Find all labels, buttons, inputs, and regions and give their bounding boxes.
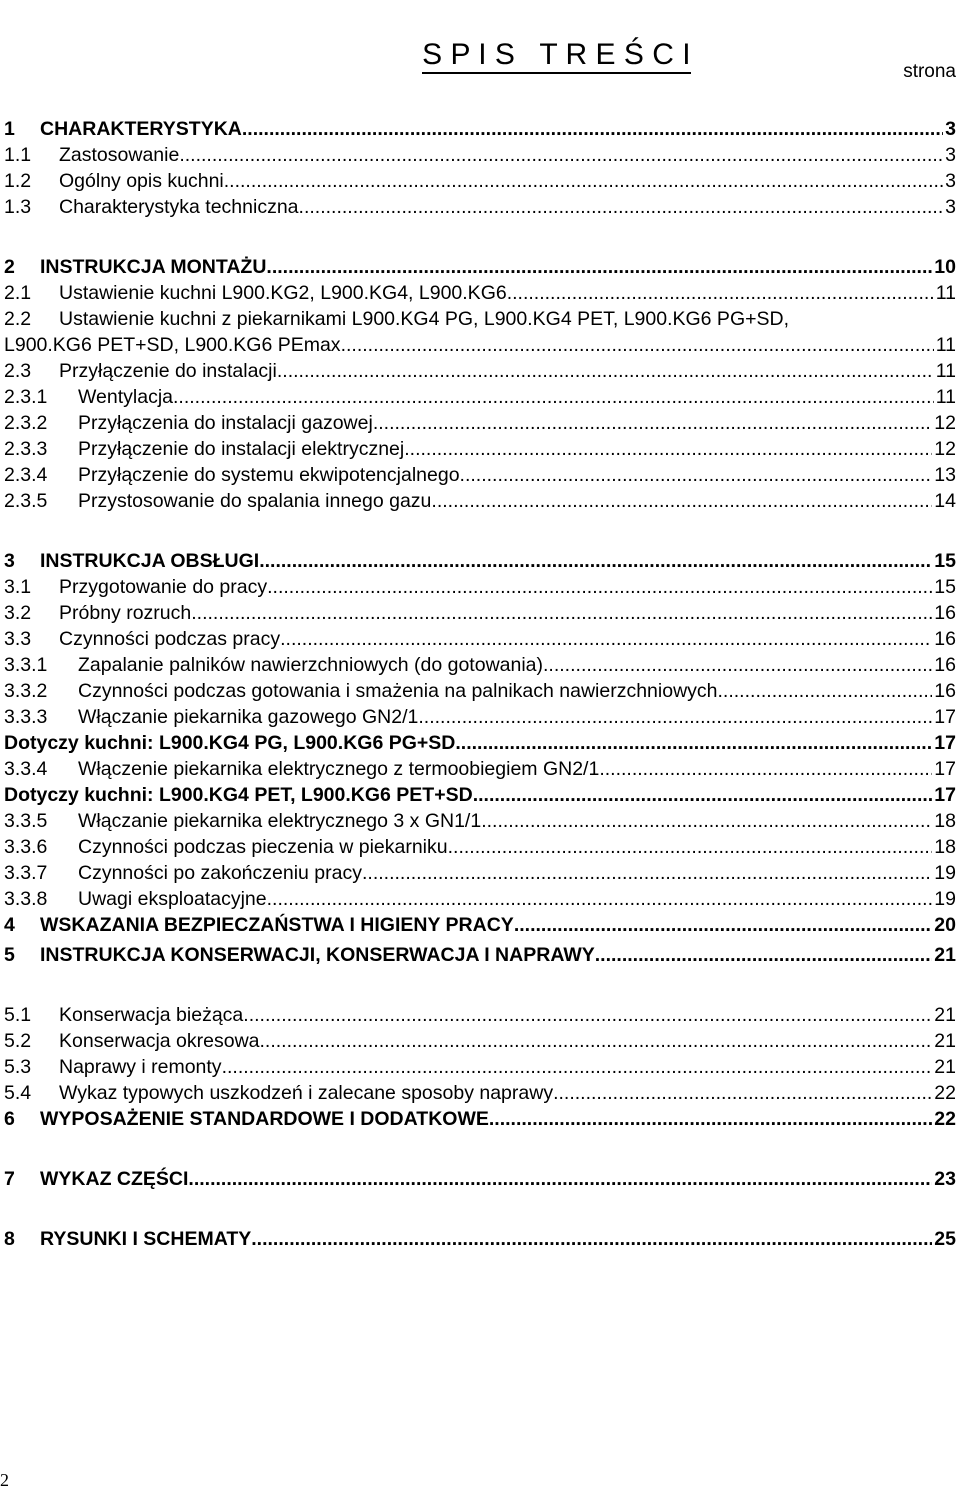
toc-leader-dots (224, 170, 943, 193)
toc-entry-label: WSKAZANIA BEZPIECZAŃSTWA I HIGIENY PRACY (40, 914, 514, 936)
toc-entry-number: 1.3 (4, 196, 32, 218)
toc-entry-page: 17 (934, 732, 956, 754)
toc-entry-page: 13 (934, 464, 956, 486)
toc-entry[interactable] (4, 412, 956, 438)
toc-leader-dots (242, 118, 943, 141)
toc-entry-number: 1 (4, 118, 15, 140)
footer-page-number: 2 (0, 1470, 9, 1490)
toc-leader-dots (718, 680, 933, 703)
toc-leader-dots (431, 490, 932, 513)
toc-entry-page: 16 (934, 602, 956, 624)
page-title-text: S P I S T R E Ś C I (422, 38, 690, 74)
toc-entry-page: 16 (934, 654, 956, 676)
toc-entry-page: 15 (934, 576, 956, 598)
toc-entry[interactable] (4, 256, 956, 282)
toc-entry-label: Czynności podczas pieczenia w piekarniku (78, 836, 448, 858)
toc-leader-dots (267, 888, 933, 911)
toc-entry-label: INSTRUKCJA OBSŁUGI (40, 550, 260, 572)
toc-entry[interactable] (4, 888, 956, 914)
toc-entry-label-cont: L900.KG6 PET+SD, L900.KG6 PEmax (4, 334, 341, 356)
toc-entry[interactable] (4, 784, 956, 810)
toc-entry-label: Naprawy i remonty (59, 1056, 222, 1078)
toc-entry-page: 12 (934, 412, 956, 434)
toc-entry-page: 11 (935, 334, 956, 356)
toc-leader-dots (514, 914, 932, 937)
toc-entry-number: 2.3.1 (4, 386, 48, 408)
toc-entry-number: 3.3.3 (4, 706, 48, 728)
toc-entry-page: 11 (935, 282, 956, 304)
toc-entry[interactable] (4, 628, 956, 654)
toc-entry-page: 16 (934, 628, 956, 650)
toc-entry-page: 17 (934, 784, 956, 806)
toc-entry-label: Włączanie piekarnika elektrycznego 3 x GN1/1 (78, 810, 482, 832)
toc-entry-label: Przyłączenie do instalacji (59, 360, 277, 382)
toc-entry[interactable] (4, 1228, 956, 1254)
toc-entry-label: Przygotowanie do pracy (59, 576, 268, 598)
toc-entry[interactable] (4, 308, 956, 334)
toc-entry[interactable] (4, 144, 956, 170)
toc-entry-page: 22 (934, 1082, 956, 1104)
toc-leader-dots (188, 1168, 932, 1191)
toc-entry[interactable] (4, 550, 956, 576)
toc-leader-dots (280, 628, 932, 651)
toc-leader-dots (489, 1108, 932, 1131)
toc-leader-dots (185, 144, 943, 167)
toc-leader-dots (191, 602, 932, 625)
toc-entry-label: Dotyczy kuchni: L900.KG4 PET, L900.KG6 PET+SD (4, 784, 473, 806)
toc-entry-page: 20 (934, 914, 956, 936)
toc-entry-label: INSTRUKCJA MONTAŻU (40, 256, 267, 278)
toc-entry-number: 3.1 (4, 576, 32, 598)
toc-leader-dots (267, 576, 932, 599)
toc-leader-dots (448, 836, 933, 859)
toc-leader-dots (460, 464, 933, 487)
toc-entry[interactable] (4, 490, 956, 516)
toc-entry[interactable] (4, 680, 956, 706)
toc-entry-number: 2.2 (4, 308, 32, 330)
toc-entry-number: 5.3 (4, 1056, 32, 1078)
toc-leader-dots (595, 944, 933, 967)
toc-entry-page: 17 (934, 706, 956, 728)
toc-entry-page: 22 (934, 1108, 956, 1130)
toc-entry-number: 3.3 (4, 628, 32, 650)
toc-entry-label: Czynności po zakończeniu pracy (78, 862, 362, 884)
toc-entry[interactable] (4, 836, 956, 862)
toc-entry[interactable] (4, 1082, 956, 1108)
toc-entry-label: Próbny rozruch (59, 602, 192, 624)
toc-entry[interactable] (4, 706, 956, 732)
toc-entry[interactable] (4, 1108, 956, 1134)
toc-leader-dots (455, 732, 932, 755)
toc-leader-dots (404, 438, 932, 461)
toc-entry-label: Przyłączenie do instalacji elektrycznej (78, 438, 405, 460)
toc-entry-page: 21 (934, 1004, 956, 1026)
toc-entry-label: WYPOSAŻENIE STANDARDOWE I DODATKOWE (40, 1108, 489, 1130)
toc-leader-dots (599, 758, 932, 781)
toc-entry-number: 4 (4, 914, 15, 936)
toc-leader-dots (481, 810, 932, 833)
toc-entry-page: 21 (934, 1030, 956, 1052)
toc-entry-page: 12 (934, 438, 956, 460)
toc-entry[interactable] (4, 914, 956, 940)
toc-leader-dots (362, 862, 932, 885)
toc-leader-dots (259, 550, 932, 573)
toc-entry-number: 2 (4, 256, 15, 278)
toc-entry[interactable] (4, 732, 956, 758)
toc-entry-number: 2.3.2 (4, 412, 48, 434)
toc-entry[interactable] (4, 944, 956, 970)
page-column-label: strona (903, 61, 956, 82)
toc-entry[interactable] (4, 360, 956, 386)
toc-entry-number: 3.3.1 (4, 654, 48, 676)
toc-entry-label: Zastosowanie. (59, 144, 185, 166)
toc-entry-label: Przystosowanie do spalania innego gazu (78, 490, 432, 512)
toc-entry-label: RYSUNKI I SCHEMATY (40, 1228, 252, 1250)
toc-entry-number: 5 (4, 944, 15, 966)
toc-entry-label: Przyłączenia do instalacji gazowej (78, 412, 373, 434)
toc-entry-number: 3.3.6 (4, 836, 48, 858)
toc-entry[interactable] (4, 464, 956, 490)
toc-leader-dots (418, 706, 932, 729)
toc-entry-page: 19 (934, 862, 956, 884)
toc-entry-number: 5.4 (4, 1082, 32, 1104)
page-title (0, 4, 960, 72)
toc-entry-label: Dotyczy kuchni: L900.KG4 PG, L900.KG6 PG+SD (4, 732, 456, 754)
toc-entry-label: Ogólny opis kuchni (59, 170, 224, 192)
toc-entry-number: 3.2 (4, 602, 32, 624)
toc-entry-number: 3.3.4 (4, 758, 48, 780)
toc-entry-number: 6 (4, 1108, 15, 1130)
toc-entry-number: 3.3.7 (4, 862, 48, 884)
toc-entry-label: CHARAKTERYSTYKA (40, 118, 242, 140)
toc-entry[interactable] (4, 654, 956, 680)
toc-entry-page: 21 (934, 1056, 956, 1078)
toc-leader-dots (243, 1004, 932, 1027)
toc-leader-dots (543, 654, 932, 677)
toc-entry-label: Czynności podczas pracy (59, 628, 281, 650)
toc-entry-label: Ustawienie kuchni z piekarnikami L900.KG4 PG, L900.KG4 PET, L900.KG6 PG+SD, (59, 308, 790, 330)
toc-entry[interactable] (4, 1168, 956, 1194)
toc-entry[interactable] (4, 1056, 956, 1082)
toc-entry[interactable] (4, 282, 956, 308)
toc-entry-number: 7 (4, 1168, 15, 1190)
toc-entry-page: 25 (934, 1228, 956, 1250)
toc-leader-dots (553, 1082, 932, 1105)
toc-entry-number: 3.3.5 (4, 810, 48, 832)
toc-leader-dots (341, 334, 934, 357)
toc-entry-label: Konserwacja bieżąca (59, 1004, 244, 1026)
toc-leader-dots (260, 1030, 933, 1053)
toc-entry-number: 8 (4, 1228, 15, 1250)
toc-entry-number: 3 (4, 550, 15, 572)
toc-leader-dots (222, 1056, 933, 1079)
toc-entry-page: 11 (935, 386, 956, 408)
toc-entry-label: Czynności podczas gotowania i smażenia na palnikach nawierzchniowych (78, 680, 718, 702)
toc-entry-page: 11 (935, 360, 956, 382)
toc-entry-number: 3.3.8 (4, 888, 48, 910)
toc-entry-page: 15 (934, 550, 956, 572)
toc-leader-dots (373, 412, 932, 435)
toc-entry-label: WYKAZ CZĘŚCI (40, 1168, 189, 1190)
toc-entry-number: 1.1 (4, 144, 32, 166)
toc-entry[interactable] (4, 1004, 956, 1030)
toc-entry[interactable] (4, 862, 956, 888)
toc-entry-page: 3 (945, 118, 956, 140)
toc-entry-number: 2.1 (4, 282, 32, 304)
toc-entry-page: 21 (934, 944, 956, 966)
toc-entry-label: INSTRUKCJA KONSERWACJI, KONSERWACJA I NAPRAWY (40, 944, 595, 966)
toc-entry-label: Wentylacja (78, 386, 174, 408)
toc-entry-page: 3 (945, 170, 956, 192)
toc-entry-label: Charakterystyka techniczna (59, 196, 299, 218)
toc-entry-continuation[interactable] (4, 334, 956, 360)
toc-entry-label: Włączenie piekarnika elektrycznego z termoobiegiem GN2/1 (78, 758, 600, 780)
toc-entry[interactable] (4, 196, 956, 222)
toc-entry-label: Wykaz typowych uszkodzeń i zalecane sposoby naprawy (59, 1082, 554, 1104)
toc-entry-number: 5.1 (4, 1004, 32, 1026)
toc-leader-dots (473, 784, 933, 807)
toc-entry-page: 23 (934, 1168, 956, 1190)
toc-entry-page: 10 (934, 256, 956, 278)
toc-entry[interactable] (4, 170, 956, 196)
toc-leader-dots (251, 1228, 932, 1251)
toc-entry-label: Konserwacja okresowa (59, 1030, 260, 1052)
toc-entry-number: 3.3.2 (4, 680, 48, 702)
toc-leader-dots (173, 386, 934, 409)
toc-entry-page: 19 (934, 888, 956, 910)
toc-entry-page: 14 (934, 490, 956, 512)
toc-entry-page: 3 (945, 144, 956, 166)
toc-entry-page: 16 (934, 680, 956, 702)
toc-leader-dots (512, 282, 934, 305)
toc-entry-number: 2.3.5 (4, 490, 48, 512)
toc-entry-number: 2.3.4 (4, 464, 48, 486)
toc-entry[interactable] (4, 576, 956, 602)
toc-entry-label: Ustawienie kuchni L900.KG2, L900.KG4, L900.KG6. (59, 282, 513, 304)
toc-entry-page: 18 (934, 810, 956, 832)
toc-entry-number: 5.2 (4, 1030, 32, 1052)
toc-leader-dots (299, 196, 944, 219)
toc-entry-number: 1.2 (4, 170, 32, 192)
toc-entry-page: 3 (945, 196, 956, 218)
toc-entry-page: 17 (934, 758, 956, 780)
toc-entry[interactable] (4, 758, 956, 784)
toc-entry-label: Przyłączenie do systemu ekwipotencjalnego (78, 464, 460, 486)
toc-entry-label: Uwagi eksploatacyjne (78, 888, 267, 910)
toc-entry[interactable] (4, 1030, 956, 1056)
toc-entry[interactable] (4, 438, 956, 464)
toc-leader-dots (266, 256, 932, 279)
toc-entry-page: 18 (934, 836, 956, 858)
toc-entry[interactable] (4, 386, 956, 412)
toc-leader-dots (277, 360, 934, 383)
toc-entry[interactable] (4, 118, 956, 144)
toc-entry-label: Zapalanie palników nawierzchniowych (do gotowania) (78, 654, 544, 676)
toc-entry[interactable] (4, 602, 956, 628)
toc-entry[interactable] (4, 810, 956, 836)
toc-entry-number: 2.3 (4, 360, 32, 382)
toc-entry-label: Włączanie piekarnika gazowego GN2/1 (78, 706, 419, 728)
toc-entry-number: 2.3.3 (4, 438, 48, 460)
